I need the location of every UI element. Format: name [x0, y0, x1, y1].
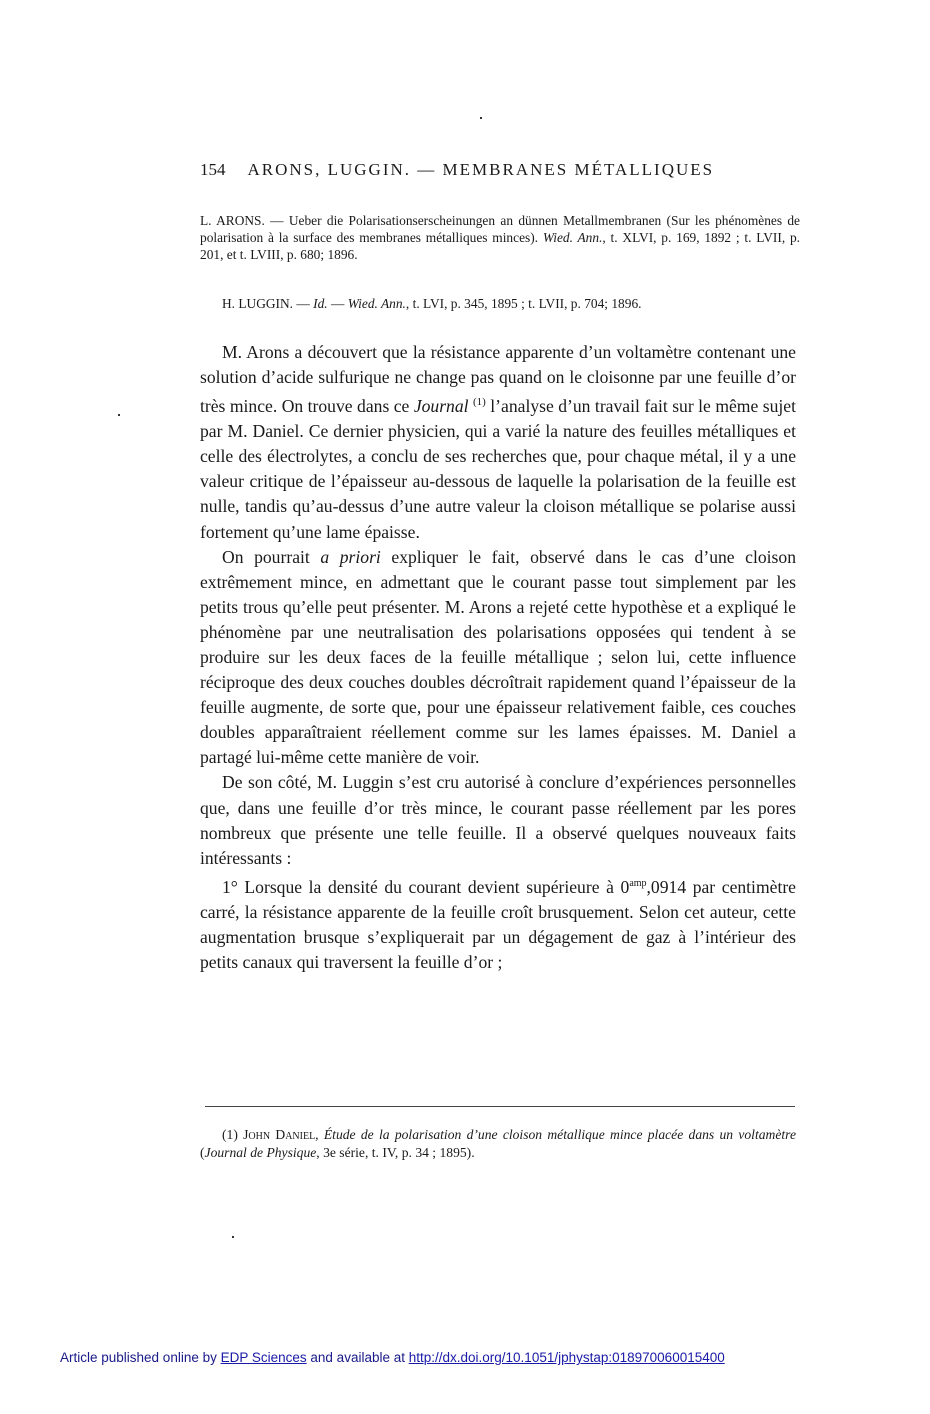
running-title: ARONS, LUGGIN. — MEMBRANES MÉTALLIQUES	[247, 160, 715, 179]
reference-arons	[200, 212, 800, 263]
footnote-title: Étude de la polarisation d’une cloison métallique mince placée dans un voltamètre	[323, 1127, 796, 1142]
reference-dash: —	[327, 296, 348, 311]
italic-phrase: a priori	[320, 546, 381, 567]
footnote-marker: (1)	[222, 1127, 238, 1142]
paragraph-text: M. Arons a découvert que la résistance apparente d’un voltamètre contenant une solution d’acide sulfurique ne change pas quand on le cloisonne par une feuille d’or très mince. On trouve dans ce	[200, 342, 796, 417]
reference-journal: Wied. Ann.	[347, 296, 406, 311]
paragraph-text: ,0914 par centimètre carré, la résistance apparente de la feuille croît brusquement. Selon cet auteur, cette augmentation brusque s’expliquerait par un dégagement de gaz à l’intérieur des petits canaux qui traversent la feuille d’or ;	[200, 876, 796, 972]
publication-prefix: Article published online by	[60, 1350, 221, 1365]
publication-note	[60, 1350, 880, 1365]
paragraph	[200, 340, 796, 545]
paragraph-text: expliquer le fait, observé dans le cas d’une cloison extrêmement mince, en admettant que le courant passe tout simplement par les petits trous qu’elle peut présenter. M. Arons a rejeté cette hypothèse et a expliqué le phénomène par une neutralisation des polarisations opposées qui tendent à se produire sur les deux faces de la feuille métallique ; selon lui, cette influence réciproque des deux couches doubles décroîtrait rapidement quand l’épaisseur de la feuille augmente, de sorte que, pour une épaisseur relativement faible, ces couches doubles apparaîtraient réellement comme sur les lames épaisses. M. Daniel a partagé lui-même cette manière de voir.	[200, 546, 797, 768]
reference-journal: Wied. Ann.	[542, 230, 603, 245]
footnote	[200, 1126, 796, 1162]
running-header	[200, 160, 800, 180]
paragraph-text: l’analyse d’un travail fait sur le même sujet par M. Daniel. Ce dernier physicien, qui a varié la nature des feuilles métalliques et celle des électrolytes, a conclu de ses recherches que, pour chaque métal, il y a une valeur critique de l’épaisseur au-dessous de laquelle la polarisation de la feuille est nulle, tandis qu’au-dessus d’une autre valeur la cloison métallique se polarise aussi fortement qu’une lame épaisse.	[200, 396, 796, 542]
reference-citation: , t. LVI, p. 345, 1895 ; t. LVII, p. 704; 1896.	[405, 296, 642, 311]
unit-superscript: amp	[629, 877, 647, 889]
footnote-journal: Journal de Physique	[204, 1145, 317, 1160]
paragraph	[200, 545, 796, 771]
paragraph	[200, 871, 796, 975]
page-number: 154	[200, 160, 226, 179]
scan-speck	[480, 117, 482, 119]
footnote-author: John Daniel,	[243, 1127, 319, 1142]
footnote-marker: (1)	[473, 396, 486, 409]
reference-luggin	[200, 295, 800, 312]
paragraph: De son côté, M. Luggin s’est cru autorisé à conclure d’expériences personnelles que, dans une feuille d’or très mince, le courant passe réellement par les pores nombreux que présente une telle feuille. Il a observé quelques nouveaux faits intéressants :	[200, 772, 796, 868]
publisher-link[interactable]: EDP Sciences	[220, 1350, 307, 1365]
footnote-separator	[205, 1106, 795, 1107]
publication-middle: and available at	[306, 1350, 409, 1365]
reference-dash: —	[264, 213, 289, 228]
paragraph-text: On pourrait	[222, 546, 321, 567]
footnote-paren: (	[200, 1145, 205, 1160]
doi-link[interactable]: http://dx.doi.org/10.1051/jphystap:018970060015400	[408, 1350, 725, 1365]
scan-speck	[118, 414, 120, 416]
footnote-citation: , 3e série, t. IV, p. 34 ; 1895).	[316, 1145, 475, 1160]
reference-title: Ueber die Polarisationserscheinungen an dünnen Metallmembranen (Sur les phénomènes de polarisation à la surface des membranes métalliques minces).	[200, 213, 800, 245]
reference-author: L. ARONS.	[200, 213, 265, 228]
reference-author: H. LUGGIN.	[222, 296, 294, 311]
reference-dash: —	[293, 296, 314, 311]
reference-citation: , t. XLVI, p. 169, 1892 ; t. LVII, p. 201, et t. LVIII, p. 680; 1896.	[200, 230, 800, 262]
paragraph-text: 1° Lorsque la densité du courant devient supérieure à 0	[222, 876, 630, 897]
article-body	[200, 340, 796, 975]
journal-name: Journal	[413, 396, 469, 417]
reference-id: Id.	[313, 296, 328, 311]
scan-speck	[232, 1236, 234, 1238]
